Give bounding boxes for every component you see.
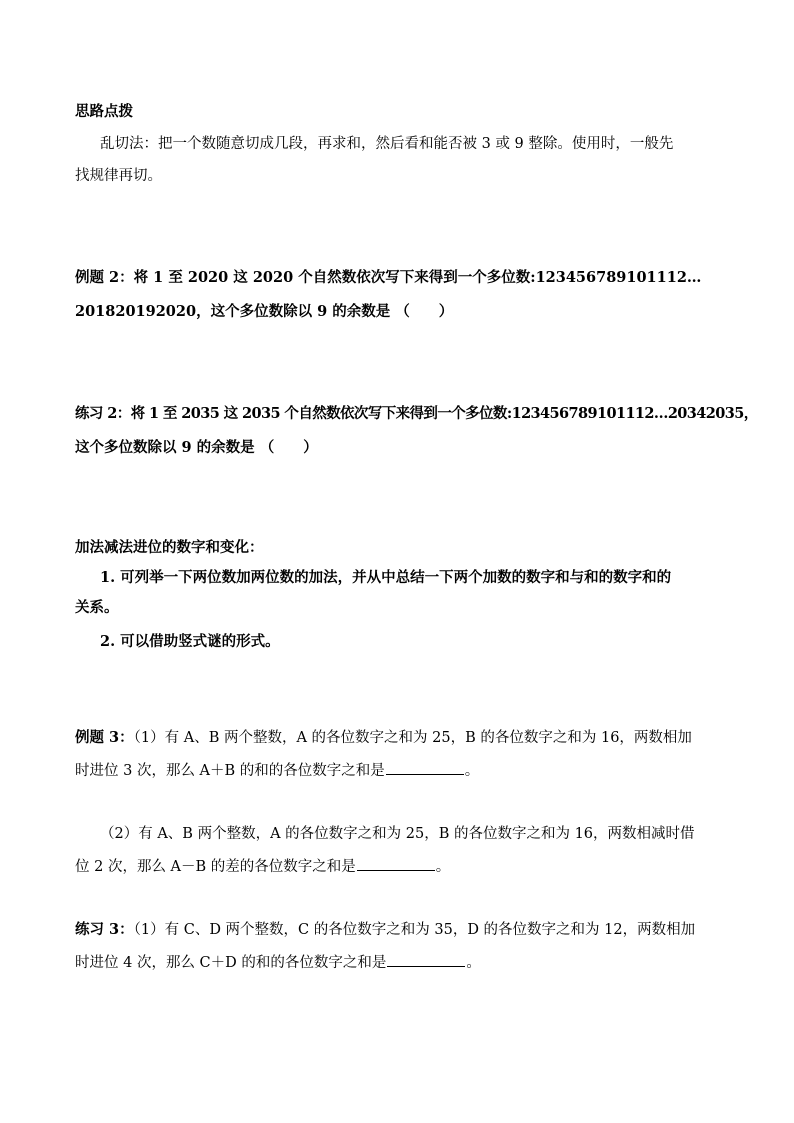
- practice3-label: 练习 3：: [75, 921, 134, 938]
- carry-item-2: 2. 可以借助竖式谜的形式。: [100, 633, 280, 650]
- practice2-line-2: 这个多位数除以 9 的余数是 （ ）: [75, 439, 318, 456]
- practice3-part1-line-2: 时进位 4 次，那么 C＋D 的和的各位数字之和是: [75, 955, 387, 971]
- example3-line-1: [75, 728, 692, 748]
- answer-blank[interactable]: [387, 952, 465, 967]
- hint-line-1: 乱切法：把一个数随意切成几段，再求和，然后看和能否被 3 或 9 整除。使用时，一般先: [100, 136, 674, 152]
- practice3-part1-line-1: （1）有 C、D 两个整数，C 的各位数字之和为 35，D 的各位数字之和为 12，两数相加: [133, 922, 696, 938]
- example2-line-1: 例题 2：将 1 至 2020 这 2020 个自然数依次写下来得到一个多位数:123456789101112…: [75, 269, 702, 286]
- example3-part2-line-2: 位 2 次，那么 A－B 的差的各位数字之和是: [75, 859, 356, 875]
- example3-part1-line-2: 时进位 3 次，那么 A＋B 的和的各位数字之和是: [75, 763, 385, 779]
- practice3-line-2: [75, 952, 481, 973]
- answer-blank[interactable]: [386, 760, 464, 775]
- hint-line-2: 找规律再切。: [75, 168, 162, 184]
- carry-heading: 加法减法进位的数字和变化：: [75, 539, 264, 556]
- example3-part2-line-1: （2）有 A、B 两个整数，A 的各位数字之和为 25，B 的各位数字之和为 16，两数相减时借: [100, 826, 695, 842]
- example3-part1-line-1: （1）有 A、B 两个整数，A 的各位数字之和为 25，B 的各位数字之和为 16，两数相加: [133, 730, 692, 746]
- example3-line-2: [75, 760, 479, 781]
- carry-item-1-line-2: 关系。: [75, 599, 119, 616]
- carry-item-1-line-1: 1. 可列举一下两位数加两位数的加法，并从中总结一下两个加数的数字和与和的数字和的: [100, 569, 672, 586]
- example3-label: 例题 3：: [75, 729, 134, 746]
- end-mark: 。: [466, 955, 481, 971]
- example3-line-4: [75, 856, 450, 877]
- example2-line-2: 201820192020，这个多位数除以 9 的余数是 （ ）: [75, 303, 454, 320]
- end-mark: 。: [435, 859, 451, 875]
- practice3-line-1: [75, 920, 695, 940]
- hint-heading: 思路点拨: [75, 103, 133, 120]
- practice2-line-1: 练习 2：将 1 至 2035 这 2035 个自然数依次写下来得到一个多位数:123456789101112…20342035，: [75, 405, 758, 422]
- answer-blank[interactable]: [357, 856, 435, 871]
- end-mark: 。: [464, 763, 480, 779]
